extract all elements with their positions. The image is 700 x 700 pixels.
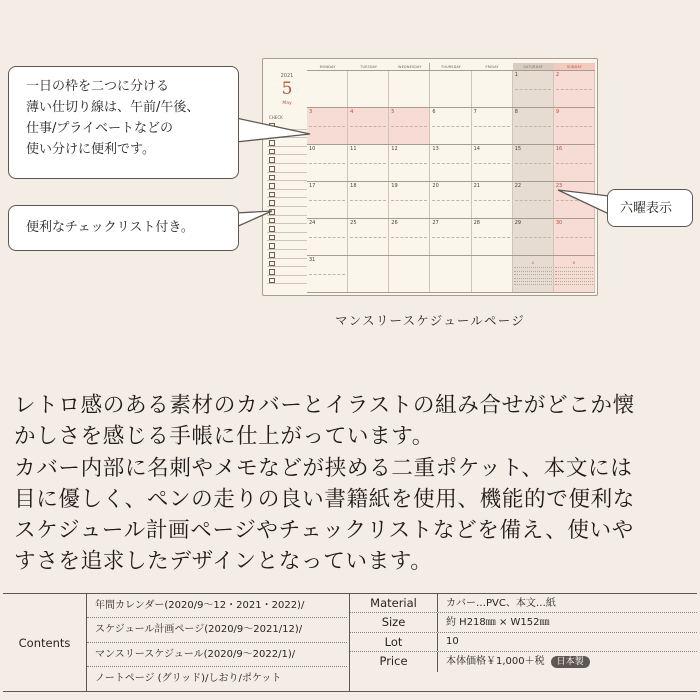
day-number: 9 <box>555 109 560 115</box>
contents-item: スケジュール計画ページ(2020/9～2021/12)/ <box>87 618 347 642</box>
day-divider-line <box>474 126 510 127</box>
day-divider-line <box>515 163 551 164</box>
day-cell <box>307 108 348 144</box>
day-divider-line <box>556 126 592 127</box>
day-divider-line <box>309 237 345 238</box>
day-cell <box>307 256 348 292</box>
week-row <box>307 256 595 293</box>
callout-rokuyo-text: 六曜表示 <box>620 201 673 216</box>
day-number: 23 <box>555 183 563 189</box>
mini-calendar-title: 6 <box>572 261 575 265</box>
planner-month-number: 5 <box>281 79 293 99</box>
day-number: 29 <box>514 220 522 226</box>
day-number: 5 <box>391 109 395 115</box>
description-line-3: カバー内部に名刺やメモなどが挟める二重ポケット、本文には <box>14 455 633 481</box>
checklist-box <box>267 267 307 276</box>
day-cell <box>348 219 389 255</box>
spec-value <box>438 652 697 671</box>
day-divider-line <box>432 163 468 164</box>
day-number: 7 <box>473 109 477 115</box>
day-cell <box>389 219 430 255</box>
day-number: 20 <box>432 183 439 189</box>
day-divider-line <box>556 163 592 164</box>
planner-checklist-label: CHECK <box>269 115 283 120</box>
monthly-planner-illustration <box>262 58 598 296</box>
callout-pointer-2 <box>236 205 276 235</box>
description-line-2: かしさを感じる手帳に仕上がっています。 <box>14 424 434 450</box>
product-description <box>14 390 694 578</box>
mini-calendar <box>555 261 593 289</box>
day-cell <box>348 108 389 144</box>
day-divider-line <box>474 163 510 164</box>
day-number: 13 <box>432 146 439 152</box>
checklist-box <box>267 155 307 164</box>
day-number: 10 <box>309 146 316 152</box>
day-number: 16 <box>555 146 563 152</box>
day-cell <box>430 108 471 144</box>
day-header: MONDAY <box>307 63 348 71</box>
checklist-box <box>267 259 307 268</box>
day-divider-line <box>309 274 345 275</box>
day-number: 11 <box>350 146 357 152</box>
callout-checklist <box>8 205 239 251</box>
contents-label: Contents <box>3 594 87 691</box>
callout-divider-line-4: 使い分けに便利です。 <box>26 142 155 157</box>
day-cell <box>472 145 513 181</box>
spec-key: Price <box>350 652 438 671</box>
checklist-box <box>267 276 307 285</box>
day-cell <box>513 219 554 255</box>
day-cell <box>472 256 513 292</box>
day-cell <box>554 256 595 292</box>
planner-caption: マンスリースケジュールページ <box>335 313 525 328</box>
day-cell <box>513 182 554 218</box>
day-number: 30 <box>555 220 563 226</box>
callout-divider-line-2: 薄い仕切り線は、午前/午後、 <box>26 100 200 115</box>
day-number: 15 <box>514 146 522 152</box>
day-number: 18 <box>350 183 357 189</box>
day-number: 22 <box>514 183 522 189</box>
day-divider-line <box>350 163 386 164</box>
day-cell <box>513 145 554 181</box>
checklist-box <box>267 181 307 190</box>
checklist-box <box>267 190 307 199</box>
day-header: SUNDAY <box>554 63 595 71</box>
day-divider-line <box>309 163 345 164</box>
day-cell <box>513 71 554 107</box>
day-divider-line <box>556 237 592 238</box>
callout-divider-line-1: 一日の枠を二つに分ける <box>26 79 170 94</box>
day-divider-line <box>391 237 427 238</box>
day-cell <box>554 71 595 107</box>
day-number: 6 <box>432 109 436 115</box>
day-divider-line <box>515 89 551 90</box>
day-cell <box>389 256 430 292</box>
checklist-box <box>267 241 307 250</box>
spec-table <box>3 593 697 692</box>
day-number: 25 <box>350 220 357 226</box>
day-number: 2 <box>555 72 560 78</box>
day-number: 28 <box>473 220 480 226</box>
spec-value-text: 約 H218㎜ × W152㎜ <box>446 617 550 629</box>
day-divider-line <box>515 126 551 127</box>
day-cell <box>472 219 513 255</box>
spec-rows <box>349 594 697 691</box>
spec-key: Material <box>350 594 438 612</box>
day-cell <box>472 108 513 144</box>
day-divider-line <box>350 237 386 238</box>
day-cell <box>430 145 471 181</box>
planner-year: 2021 <box>280 73 294 79</box>
planner-left-column <box>267 63 307 291</box>
callout-divider-line <box>8 66 239 179</box>
day-number: 4 <box>350 109 354 115</box>
day-cell <box>307 219 348 255</box>
day-divider-line <box>474 237 510 238</box>
day-number: 8 <box>514 109 518 115</box>
mini-calendar-row <box>514 282 552 285</box>
day-header: FRIDAY <box>472 63 513 71</box>
day-number: 19 <box>391 183 398 189</box>
spec-value-text: 本体価格￥1,000＋税 <box>446 656 545 668</box>
day-cell <box>307 71 348 107</box>
day-divider-line <box>432 200 468 201</box>
planner-weeks <box>307 71 595 293</box>
day-divider-line <box>391 163 427 164</box>
spec-row-size <box>350 613 697 632</box>
mini-calendar <box>514 261 552 289</box>
spec-value-text: カバー…PVC、本文…紙 <box>446 597 556 609</box>
callout-pointer-3 <box>556 186 611 226</box>
planner-month-name: May <box>282 101 292 106</box>
day-divider-line <box>556 89 592 90</box>
day-cell <box>389 182 430 218</box>
day-divider-line <box>309 200 345 201</box>
spec-row-material <box>350 594 697 613</box>
day-header: TUESDAY <box>348 63 389 71</box>
day-cell <box>389 145 430 181</box>
spec-value-text: 10 <box>446 636 459 648</box>
made-in-japan-badge: 日本製 <box>551 656 590 668</box>
day-cell <box>348 256 389 292</box>
day-cell <box>430 256 471 292</box>
day-cell <box>430 71 471 107</box>
day-number: 21 <box>473 183 480 189</box>
day-cell <box>430 182 471 218</box>
day-number: 14 <box>473 146 480 152</box>
description-line-4: 目に優しく、ペンの走りの良い書籍紙を使用、機能的で便利な <box>14 486 635 512</box>
callout-divider-line-3: 仕事/プライベートなどの <box>26 121 173 136</box>
contents-item: 年間カレンダー(2020/9～12・2021・2022)/ <box>87 594 347 618</box>
day-cell <box>307 182 348 218</box>
callout-checklist-text: 便利なチェックリスト付き。 <box>26 220 194 235</box>
callout-rokuyo <box>607 189 693 227</box>
spec-key: Lot <box>350 633 438 651</box>
day-cell <box>348 71 389 107</box>
day-number: 12 <box>391 146 398 152</box>
day-number: 31 <box>309 257 316 263</box>
day-header: THURSDAY <box>430 63 471 71</box>
day-cell <box>348 182 389 218</box>
week-row <box>307 108 595 145</box>
mini-calendar-row <box>555 282 593 285</box>
description-line-5: スケジュール計画ページやチェックリストなどを備え、使いや <box>14 518 634 544</box>
week-row <box>307 145 595 182</box>
day-divider-line <box>474 200 510 201</box>
day-divider-line <box>515 200 551 201</box>
description-line-1: レトロ感のある素材のカバーとイラストの組み合せがどこか懐 <box>14 393 635 418</box>
description-line-6: すさを追求したデザインとなっています。 <box>14 549 433 575</box>
checklist-box <box>267 164 307 173</box>
day-divider-line <box>391 126 427 127</box>
day-cell <box>554 145 595 181</box>
day-cell <box>389 108 430 144</box>
week-row <box>307 71 595 108</box>
spec-row-price <box>350 652 697 671</box>
day-cell <box>554 108 595 144</box>
day-divider-line <box>432 126 468 127</box>
day-number: 1 <box>514 72 518 78</box>
day-cell <box>513 256 554 292</box>
day-cell <box>472 182 513 218</box>
day-cell <box>513 108 554 144</box>
day-number: 26 <box>391 220 398 226</box>
spec-value <box>438 633 697 651</box>
day-cell <box>389 71 430 107</box>
day-number: 24 <box>309 220 316 226</box>
week-row <box>307 219 595 256</box>
spec-key: Size <box>350 613 438 631</box>
day-divider-line <box>350 126 386 127</box>
day-divider-line <box>309 126 345 127</box>
planner-calendar-grid <box>307 63 595 291</box>
checklist-box <box>267 250 307 259</box>
day-number: 17 <box>309 183 316 189</box>
callout-pointer-1 <box>236 112 312 152</box>
day-cell <box>348 145 389 181</box>
day-divider-line <box>515 237 551 238</box>
day-cell <box>307 145 348 181</box>
day-divider-line <box>432 237 468 238</box>
day-number: 27 <box>432 220 439 226</box>
contents-item: ノートページ (グリッド)/しおり/ポケット <box>95 672 282 684</box>
day-divider-line <box>391 200 427 201</box>
day-header: WEDNESDAY <box>389 63 430 71</box>
contents-list <box>87 594 347 691</box>
day-divider-line <box>350 200 386 201</box>
spec-value <box>438 613 697 631</box>
contents-item: マンスリースケジュール(2020/9～2022/1)/ <box>87 643 347 667</box>
planner-day-headers <box>307 63 595 71</box>
spec-value <box>438 594 697 612</box>
spec-row-lot <box>350 633 697 652</box>
checklist-box <box>267 173 307 182</box>
day-cell <box>430 219 471 255</box>
mini-calendar-title: 4 <box>531 261 534 265</box>
day-number: 3 <box>309 109 313 115</box>
week-row <box>307 182 595 219</box>
day-cell <box>472 71 513 107</box>
day-header: SATURDAY <box>513 63 554 71</box>
